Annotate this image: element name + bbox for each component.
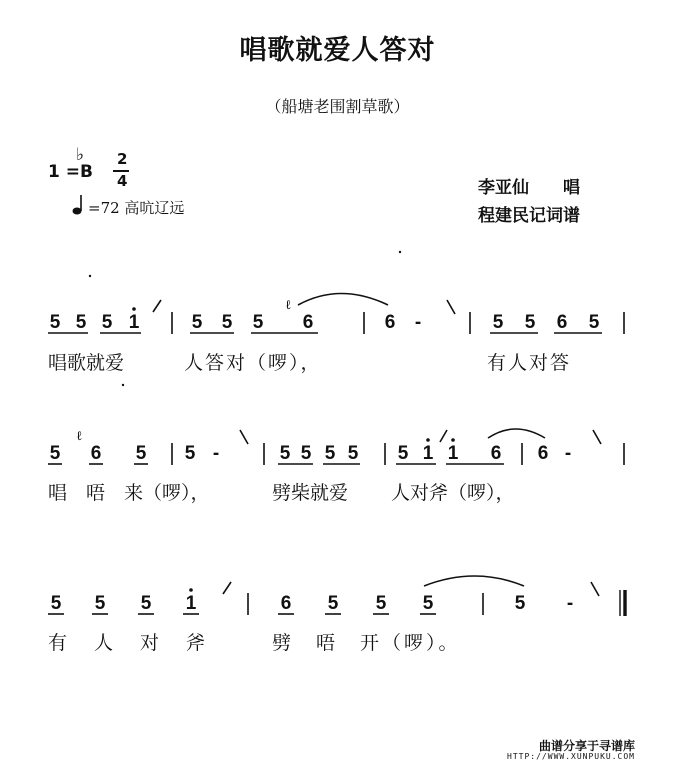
note: 1 (128, 312, 140, 333)
breath-mark (153, 300, 161, 312)
dash: - (566, 593, 574, 614)
scan-speck (122, 384, 124, 386)
note: 5 (347, 443, 359, 464)
scan-speck (89, 275, 91, 277)
note: 1 (422, 443, 434, 464)
slur (298, 294, 388, 306)
note: 5 (397, 443, 409, 464)
time-numerator: 2 (117, 150, 128, 168)
dash: - (414, 312, 422, 333)
note: 6 (280, 593, 292, 614)
note: 5 (94, 593, 106, 614)
note: 5 (514, 593, 526, 614)
lyric-segment: 唱 唔 来（啰）， (48, 482, 210, 504)
note: 5 (49, 443, 61, 464)
breath-mark (223, 582, 231, 594)
note: 5 (279, 443, 291, 464)
lyric-segment: 唱歌就爱 (48, 352, 125, 374)
note: 1 (185, 593, 197, 614)
grace-mark: ℓ (76, 429, 83, 444)
high-octave-dot (451, 438, 455, 442)
note: 5 (101, 312, 113, 333)
song-subtitle: （船塘老围割草歌） (265, 97, 410, 116)
footer-url: HTTP://WWW.XUNPUKU.COM (507, 752, 635, 761)
scan-speck (399, 251, 401, 253)
note: 5 (492, 312, 504, 333)
slur (488, 429, 545, 438)
slur (424, 576, 524, 586)
high-octave-dot (426, 438, 430, 442)
breath-mark (440, 430, 447, 442)
note: 5 (327, 593, 339, 614)
song-title: 唱歌就爱人答对 (239, 35, 436, 66)
note: 5 (300, 443, 312, 464)
recorder-credit: 程建民记词谱 (478, 206, 580, 226)
footer-site: 曲谱分享于寻谱库 (538, 739, 635, 753)
note: 5 (191, 312, 203, 333)
high-octave-dot (189, 588, 193, 592)
breath-mark (447, 300, 455, 314)
note: 6 (490, 443, 502, 464)
tempo-marking: =72 高吭辽远 (88, 199, 185, 217)
lyric-segment: 劈 唔 开（啰）。 (272, 632, 461, 654)
singer-credit: 李亚仙 唱 (478, 178, 580, 198)
note: 5 (184, 443, 196, 464)
note: 5 (49, 312, 61, 333)
note: 6 (384, 312, 396, 333)
note: 6 (90, 443, 102, 464)
note: 5 (252, 312, 264, 333)
lyric-segment: 人答对（啰）， (184, 352, 322, 374)
note: 1 (447, 443, 459, 464)
note: 5 (50, 593, 62, 614)
grace-mark: ℓ (285, 298, 292, 313)
time-denominator: 4 (117, 172, 128, 190)
note: 5 (324, 443, 336, 464)
lyric-segment: 人对斧（啰）， (391, 482, 515, 504)
lyric-segment: 有 人 对 斧 (48, 632, 210, 654)
breath-mark (591, 582, 599, 596)
lyric-segment: 劈柴就爱 (272, 482, 349, 504)
note: 5 (524, 312, 536, 333)
note: 5 (140, 593, 152, 614)
note: 5 (375, 593, 387, 614)
dash: - (212, 443, 220, 464)
flat-symbol: ♭ (76, 145, 85, 165)
high-octave-dot (132, 307, 136, 311)
breath-mark (593, 430, 601, 444)
breath-mark (240, 430, 248, 444)
lyric-segment: 有人对答 (487, 352, 572, 374)
note: 5 (588, 312, 600, 333)
note: 6 (556, 312, 568, 333)
key-signature: 1 =B (48, 162, 93, 182)
note: 5 (135, 443, 147, 464)
note: 5 (221, 312, 233, 333)
note: 6 (302, 312, 314, 333)
note: 5 (75, 312, 87, 333)
note: 5 (422, 593, 434, 614)
note: 6 (537, 443, 549, 464)
dash: - (564, 443, 572, 464)
